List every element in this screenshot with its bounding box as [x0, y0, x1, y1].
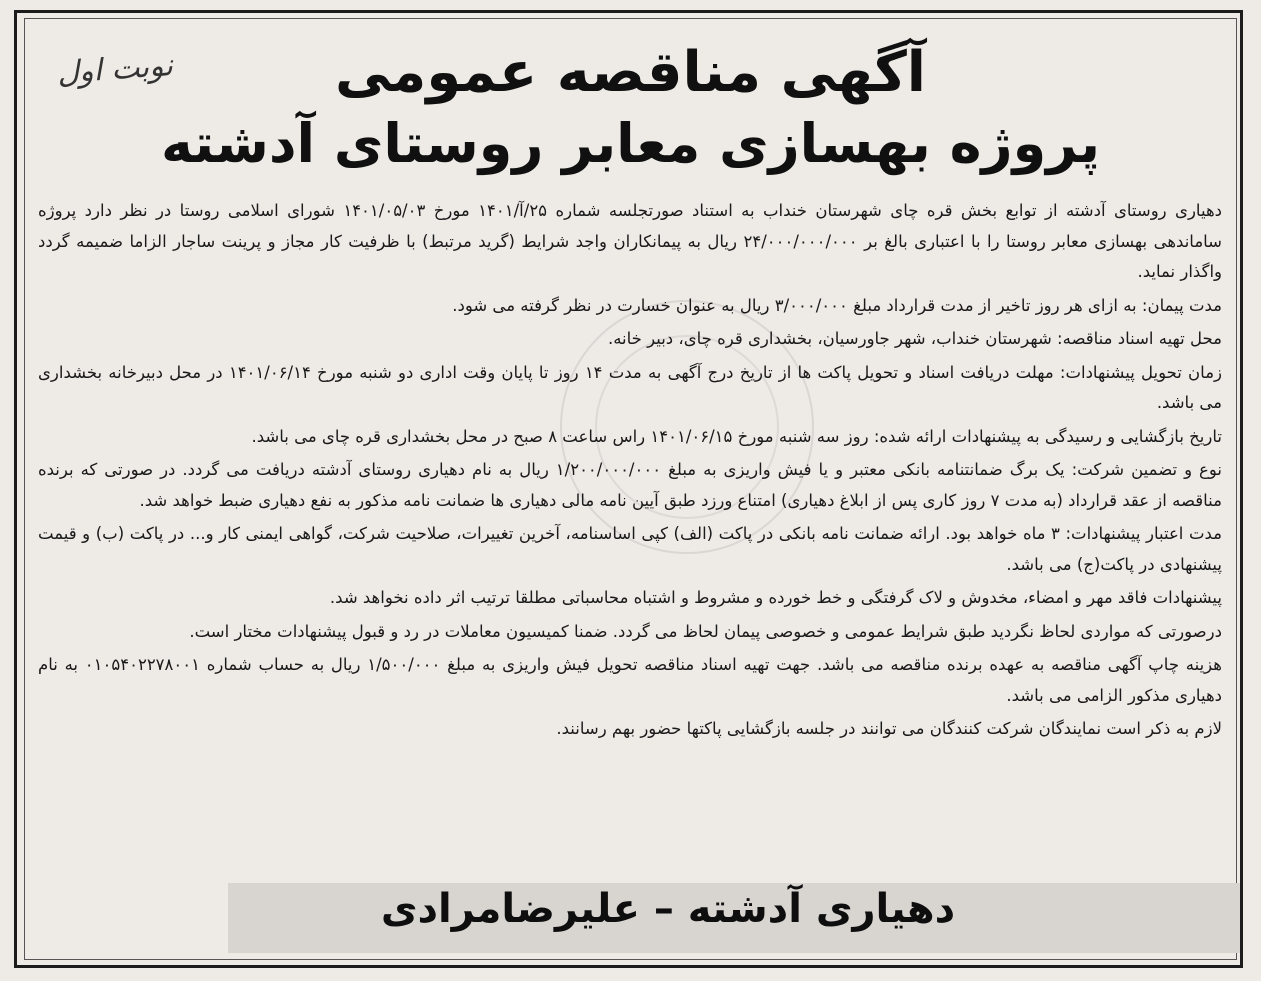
notice-title: آگهی مناقصه عمومی — [335, 40, 926, 105]
paragraph-general-terms: درصورتی که مواردی لحاظ نگردید طبق شرایط عمومی و خصوصی پیمان لحاظ می گردد. ضمنا کمیسیون معاملات در رد و قبول پیشنهادات مختار است. — [189, 621, 1222, 641]
paragraph-contract-period: مدت پیمان: به ازای هر روز تاخیر از مدت قرارداد مبلغ ۳/۰۰۰/۰۰۰ ریال به عنوان خسارت در نظر گرفته می شود. — [452, 295, 1222, 315]
paragraph-invalid-bids: پیشنهادات فاقد مهر و امضاء، مخدوش و لاک گرفتگی و خط خورده و مشروط و اشتباه محاسباتی مطلقا ترتیب اثر داده نخواهد شد. — [329, 588, 1222, 607]
notice-body — [38, 196, 1222, 748]
paragraph-fees: هزینه چاپ آگهی مناقصه به عهده برنده مناقصه می باشد. جهت تهیه اسناد مناقصه تحویل فیش واریزی به مبلغ ۱/۵۰۰/۰۰۰ ریال به حساب شماره ۰۱۰۵۴۰۲۲۷۸۰۰۱ به نام دهیاری مذکور الزامی می باشد. — [38, 655, 1222, 705]
signature: دهیاری آدشته – علیرضامرادی — [380, 886, 956, 932]
project-title: پروژه بهسازی معابر روستای آدشته — [160, 112, 1101, 175]
paragraph-guarantee: نوع و تضمین شرکت: یک برگ ضمانتنامه بانکی معتبر و یا فیش واریزی به مبلغ ۱/۲۰۰/۰۰۰/۰۰۰ ریال به نام دهیاری روستای آدشته دریافت می گردد. در صورتی که برنده مناقصه از عقد قرارداد (به مدت ۷ روز کاری پس از ابلاغ دهیاری) امتناع ورزد طبق آیین نامه مالی دهیاری ها ضمانت نامه مذکور به نفع دهیاری ضبط خواهد شد. — [38, 460, 1222, 510]
edition-label: نوبت اول — [56, 48, 174, 91]
paragraph-attendance: لازم به ذکر است نمایندگان شرکت کنندگان می توانند در جلسه بازگشایی پاکتها حضور بهم رسانند. — [556, 719, 1222, 738]
paragraph-opening-date: تاریخ بازگشایی و رسیدگی به پیشنهادات ارائه شده: روز سه شنبه مورخ ۱۴۰۱/۰۶/۱۵ راس ساعت ۸ صبح در محل بخشداری قره چای می باشد. — [251, 426, 1222, 446]
paragraph-submission-time: زمان تحویل پیشنهادات: مهلت دریافت اسناد و تحویل پاکت ها از تاریخ درج آگهی به مدت ۱۴ روز تا پایان وقت اداری دو شنبه مورخ ۱۴۰۱/۰۶/۱۴ در محل دبیرخانه بخشداری می باشد. — [38, 362, 1223, 412]
paragraph-documents-location: محل تهیه اسناد مناقصه: شهرستان خنداب، شهر جاورسیان، بخشداری قره چای، دبیر خانه. — [607, 329, 1222, 348]
paragraph-intro: دهیاری روستای آدشته از توابع بخش قره چای شهرستان خنداب به استناد صورتجلسه شماره ۲۵/آ/۱۴۰۱ مورخ ۱۴۰۱/۰۵/۰۳ شورای اسلامی روستا در نظر دارد پروژه ساماندهی بهسازی معابر روستا را با اعتباری بالغ بر ۲۴/۰۰۰/۰۰۰/۰۰۰ ریال به پیمانکاران واجد شرایط (گرید مرتبط) با ظرفیت کار مجاز و پرینت ساجار الزاما ضمیمه گردد واگذار نماید. — [38, 201, 1223, 281]
paragraph-validity: مدت اعتبار پیشنهادات: ۳ ماه خواهد بود. ارائه ضمانت نامه بانکی در پاکت (الف) کپی اساسنامه، آخرین تغییرات، صلاحیت شرکت، گواهی ایمنی کار و... در پاکت (ب) و قیمت پیشنهادی در پاکت(ج) می باشد. — [38, 524, 1222, 574]
